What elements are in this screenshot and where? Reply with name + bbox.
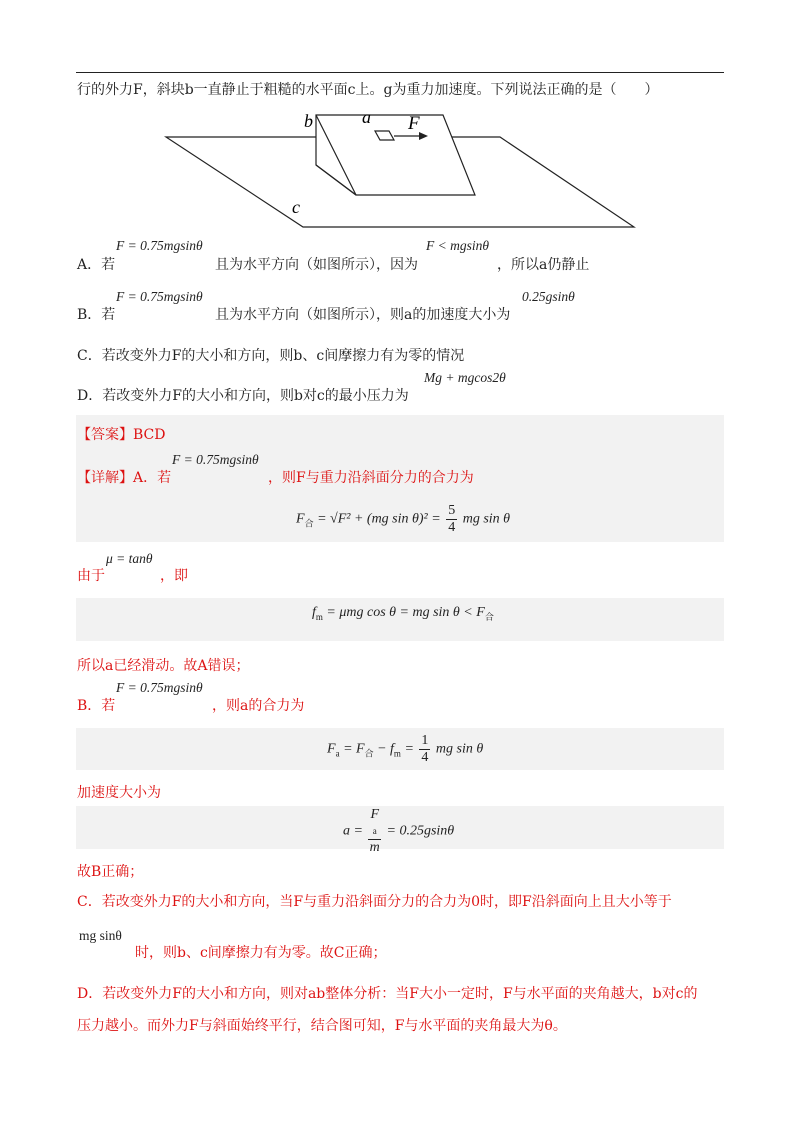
d-line-2: 压力越小。而外力F与斜面始终平行，结合图可知，F与水平面的夹角最大为θ。	[77, 1018, 567, 1034]
equation-4: a = F a m = 0.25gsinθ	[343, 807, 455, 855]
option-a-mid: 且为水平方向（如图所示），因为	[215, 257, 418, 273]
option-a-formula2: F < mgsinθ	[426, 238, 489, 253]
line2-prefix: 由于	[77, 568, 105, 584]
label-F: F	[408, 113, 420, 134]
equation-2: $f_m = \mu mg$ cos θ = mg $\sin \theta < F_合$	[312, 605, 494, 622]
c-line-1: C．若改变外力F的大小和方向，当F与重力沿斜面分力的合力为0时，即F沿斜面向上且大小等于	[77, 894, 672, 910]
b-formula: F = 0.75mgsinθ	[116, 680, 203, 695]
option-b-formula1: F = 0.75mgsinθ	[116, 289, 203, 304]
c-line-2: 时，则b、c间摩擦力有为零。故C正确；	[135, 945, 387, 961]
line2-formula: μ = tanθ	[106, 551, 153, 566]
detail-formula: F = 0.75mgsinθ	[172, 452, 259, 467]
option-c: C．若改变外力F的大小和方向，则b、c间摩擦力有为零的情况	[77, 348, 465, 364]
d-line-1: D．若改变外力F的大小和方向，则对ab整体分析：当F大小一定时，F与水平面的夹角越大，b对c的	[77, 986, 698, 1002]
b-prefix: B．若	[77, 698, 116, 714]
option-d-formula: Mg + mgcos2θ	[424, 370, 506, 385]
line2-tail: ，即	[160, 568, 188, 584]
accel-label: 加速度大小为	[77, 785, 161, 801]
equation-1: $F_合 = √F^2 + (mg$ sin θ)² = $\frac{5}{4}$ mg sin θ	[296, 503, 511, 535]
option-a-tail: ，所以a仍静止	[497, 257, 590, 273]
option-a-prefix: A．若	[77, 257, 116, 273]
b-tail: ，则a的合力为	[212, 698, 305, 714]
option-b-formula2: 0.25gsinθ	[522, 289, 575, 304]
option-b-prefix: B．若	[77, 307, 116, 323]
label-b: b	[304, 111, 313, 131]
option-d-prefix: D．若改变外力F的大小和方向，则b对c的最小压力为	[77, 388, 409, 404]
detail-prefix: 【详解】A．若	[77, 470, 172, 486]
label-a: a	[362, 107, 371, 127]
conclusion-b: 故B正确；	[77, 864, 144, 880]
option-a-formula1: F = 0.75mgsinθ	[116, 238, 203, 253]
c-formula: mg sinθ	[79, 928, 122, 943]
equation-3: $F_a = F_合 - f_m$ = $\frac{1}{4}$ mg sin θ	[327, 733, 484, 765]
answer-line: 【答案】BCD	[77, 427, 166, 443]
conclusion-a: 所以a已经滑动。故A错误；	[77, 658, 250, 674]
option-b-mid: 且为水平方向（如图所示），则a的加速度大小为	[215, 307, 511, 323]
physics-figure	[160, 105, 640, 230]
question-stem: 行的外力F，斜块b一直静止于粗糙的水平面c上。g为重力加速度。下列说法正确的是（ ）	[77, 82, 659, 98]
label-c: c	[292, 197, 300, 217]
detail-tail: ，则F与重力沿斜面分力的合力为	[268, 470, 474, 486]
top-rule	[76, 72, 724, 73]
